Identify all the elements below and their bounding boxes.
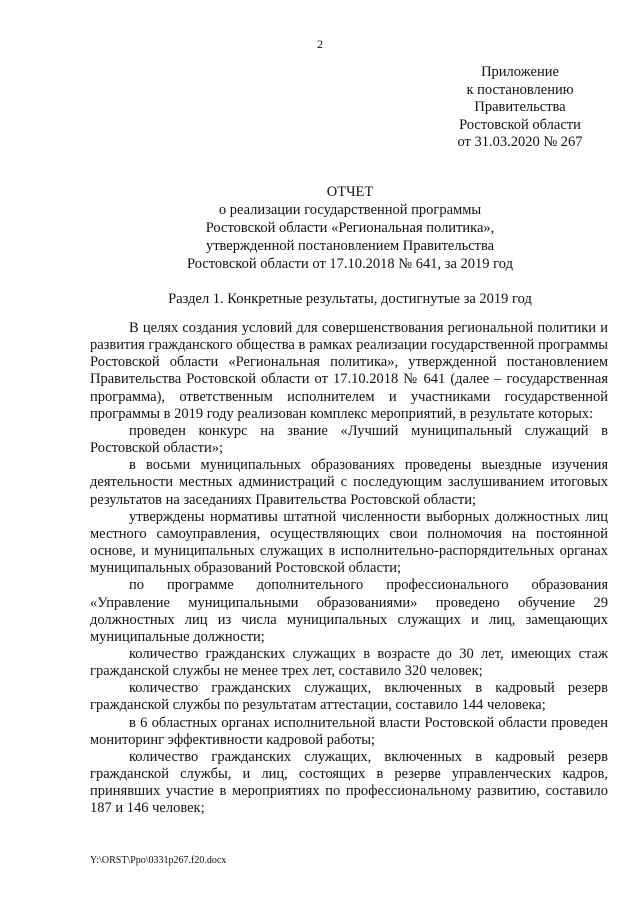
paragraph: количество гражданских служащих, включенных в кадровый резерв гражданской службы, и лиц, состоящих в резерве управленческих кадров, принявших участие в мероприятиях по профессиональному развитию, составило 187 и 146 человек; (90, 748, 608, 817)
report-title: ОТЧЕТ (326, 184, 374, 200)
paragraph: проведен конкурс на звание «Лучший муниципальный служащий в Ростовской области»; (90, 422, 608, 457)
paragraph: В целях создания условий для совершенствования региональной политики и развития гражданского общества в рамках реализации государственной программы Ростовской области «Региональная политика», утвержденной постановлением Правительства Ростовской области от 17.10.2018 № 641 (далее – государственная программа), ответственным исполнителем и участниками государственной программы в 2019 году реализован комплекс мероприятий, в результате которых: (90, 320, 608, 422)
report-subtitle-line: Ростовской области от 17.10.2018 № 641, за 2019 год (187, 256, 513, 272)
appendix-line: Правительства (474, 99, 566, 116)
report-title-block (0, 183, 640, 273)
report-subtitle-line: утвержденной постановлением Правительства (205, 238, 495, 254)
report-subtitle-line: Ростовской области «Региональная политика», (205, 220, 495, 236)
footer-file-path: Y:\ORST\Ppo\0331p267.f20.docx (90, 855, 227, 866)
appendix-line: Приложение (481, 64, 559, 80)
paragraph: по программе дополнительного профессионального образования «Управление муниципальными образованиями» проведено обучение 29 должностных лиц из числа муниципальных служащих и лиц, замещающих муниципальные должности; (90, 577, 608, 645)
section-heading: Раздел 1. Конкретные результаты, достигнутые за 2019 год (168, 291, 532, 307)
appendix-line: Ростовской области (459, 116, 581, 133)
appendix-block (440, 64, 600, 152)
body-text (90, 320, 608, 818)
paragraph: количество гражданских служащих в возрасте до 30 лет, имеющих стаж гражданской службы не менее трех лет, составило 320 человек; (90, 645, 608, 680)
paragraph: количество гражданских служащих, включенных в кадровый резерв гражданской службы по результатам аттестации, составило 144 человека; (90, 680, 608, 714)
appendix-line: от 31.03.2020 № 267 (457, 134, 583, 151)
appendix-line: к постановлению (466, 81, 574, 98)
page-number: 2 (317, 37, 323, 51)
paragraph: в восьми муниципальных образованиях проведены выездные изучения деятельности местных администраций с последующим заслушиванием итоговых результатов на заседаниях Правительства Ростовской области; (90, 457, 608, 508)
paragraph: утверждены нормативы штатной численности выборных должностных лиц местного самоуправления, осуществляющих свои полномочия на постоянной основе, и муниципальных служащих в исполнительно-распорядительных органах муниципальных образований Ростовской области; (90, 508, 608, 577)
report-subtitle-line: о реализации государственной программы (218, 202, 482, 218)
paragraph: в 6 областных органах исполнительной власти Ростовской области проведен мониторинг эффективности кадровой работы; (90, 714, 608, 748)
